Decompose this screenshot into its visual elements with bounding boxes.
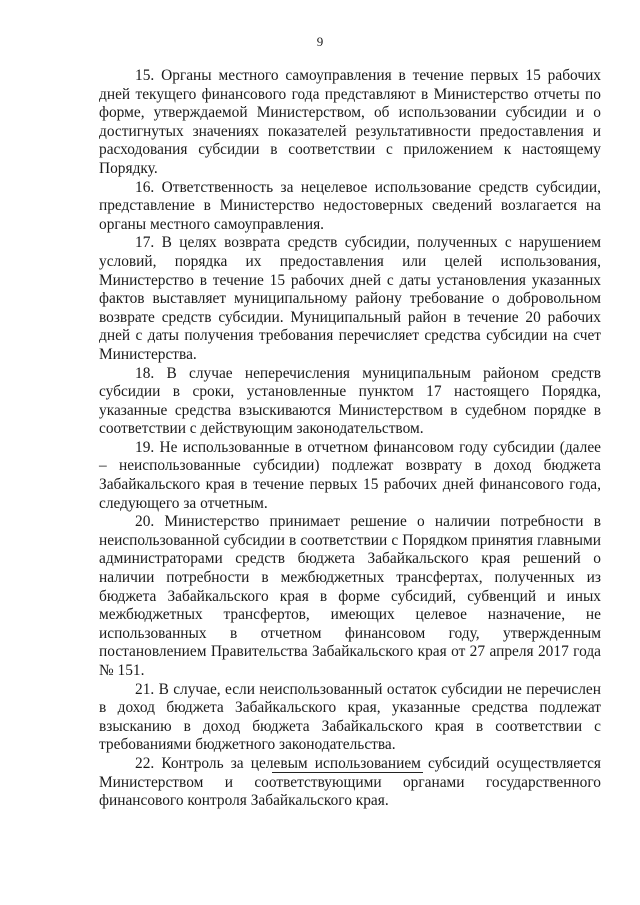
document-body [99,67,601,811]
paragraph-20: 20. Министерство принимает решение о наличии потребности в неиспользованной субсидии в соответствии с Порядком принятия главными администраторами средств бюджета Забайкальского края решений о наличии потребности в межбюджетных трансфертах, полученных из бюджета Забайкальского края в форме субсидий, субвенций и иных межбюджетных трансфертов, имеющих целевое назначение, не использованных в отчетном финансовом году, утвержденным постановлением Правительства Забайкальского края от 27 апреля 2017 года № 151. [99,513,601,679]
paragraph-16: 16. Ответственность за нецелевое использование средств субсидии, представление в Министерство недостоверных сведений возлагается на органы местного самоуправления. [99,178,601,233]
page-number: 9 [316,34,324,49]
paragraph-19: 19. Не использованные в отчетном финансовом году субсидии (далее – неиспользованные субсидии) подлежат возврату в доход бюджета Забайкальского края в течение первых 15 рабочих дней финансового года, следующего за отчетным. [99,438,601,512]
paragraph-22: 22. Контроль за целевым использованием субсидий осуществляется Министерством и соответствующими органами государственного финансового контроля Забайкальского края. [99,754,601,810]
paragraph-18: 18. В случае неперечисления муниципальным районом средств субсидии в сроки, установленные пунктом 17 настоящего Порядка, указанные средства взыскиваются Министерством в судебном порядке в соответствии с действующим законодательством. [99,364,601,438]
paragraph-15: 15. Органы местного самоуправления в течение первых 15 рабочих дней текущего финансового года представляют в Министерство отчеты по форме, утверждаемой Министерством, об использовании субсидии и о достигнутых значениях показателей результативности предоставления и расходования субсидии в соответствии с приложением к настоящему Порядку. [99,67,601,177]
end-of-document-rule [272,772,423,773]
paragraph-21: 21. В случае, если неиспользованный остаток субсидии не перечислен в доход бюджета Забайкальского края, указанные средства подлежат взысканию в доход бюджета Забайкальского края в соответствии с требованиями бюджетного законодательства. [99,680,601,754]
paragraph-17: 17. В целях возврата средств субсидии, полученных с нарушением условий, порядка их предоставления или целей использования, Министерство в течение 15 рабочих дней с даты установления указанных фактов выставляет муниципальному району требование о добровольном возврате средств субсидии. Муниципальный район в течение 20 рабочих дней с даты получения требования перечисляет средства субсидии на счет Министерства. [99,234,601,363]
